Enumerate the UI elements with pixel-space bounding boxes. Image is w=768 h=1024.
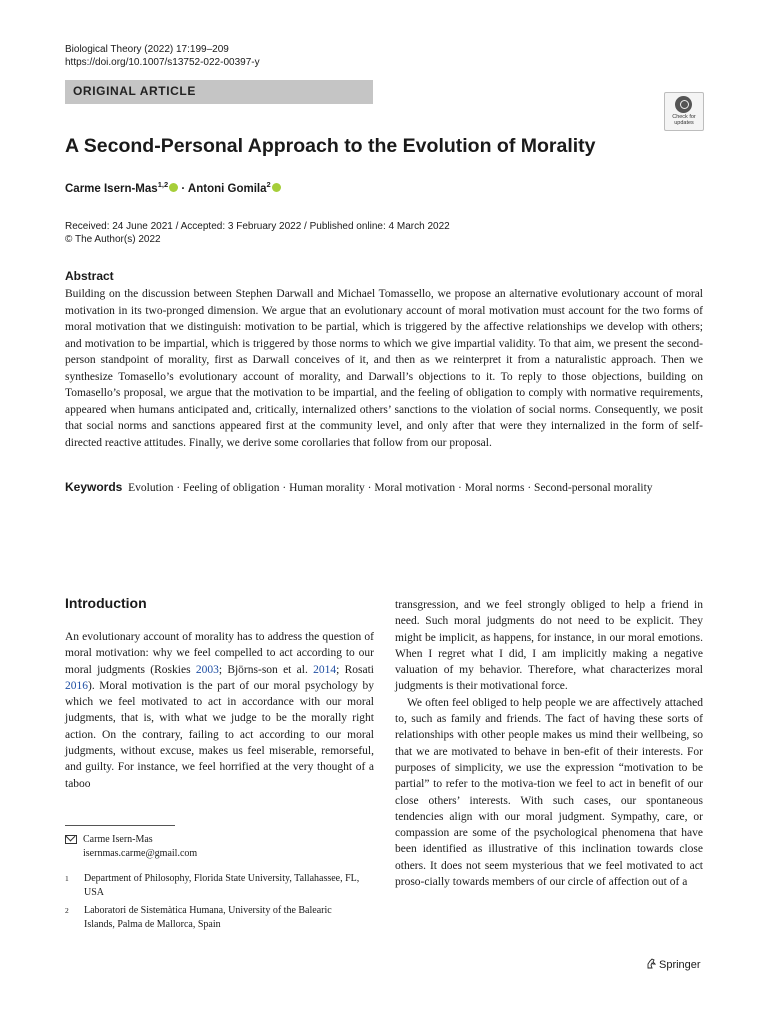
badge-text-2: updates [674, 120, 694, 126]
publisher-name: Springer [659, 959, 701, 971]
affiliation-text: Department of Philosophy, Florida State University, Tallahassee, FL, USA [84, 873, 360, 898]
journal-citation: Biological Theory (2022) 17:199–209 [65, 44, 229, 55]
springer-horse-icon [646, 958, 656, 969]
intro-left-column: An evolutionary account of morality has to address the question of moral motivation: why we feel compelled to act according to our moral judgments (Roskies 2003; Björns-son et al. 2014; Rosati 2016). Moral motivation is the part of our moral psychology by which we feel motivated to act in accordance with our moral judgments, that is, with what we judge to be the morally right action. On the contrary, failing to act according to our moral judgments, without excuse, makes us feel miserable, remorseful, and guilty. For instance, we feel horrified at the very thought of a taboo [65, 631, 374, 790]
keywords-list: Evolution · Feeling of obligation · Human morality · Moral motivation · Moral norms · Second-personal morality [128, 482, 653, 494]
affiliation-number: 2 [65, 906, 69, 915]
journal-header [65, 43, 260, 69]
paragraph: We often feel obliged to help people we are affectively attached to, such as family and friends. The fact of having these sorts of relationships with other people makes us mind their wellbeing, so that we are motivated to behave in ben-efit of their interests. For purposes of simplicity, we use the expression “motivation to be partial” to refer to the motiva-tion we feel to act in benefit of our close others’ interests. With such cases, our spontaneous tendencies align with our moral judgment. Sympathy, care, or compassion are some of the psychological phenomena that have been identified as illustrative of this inclination towards close others. It does not seem mysterious that we feel motivated to act proso-cially towards members of our circle of affection out of a [395, 696, 703, 889]
footnote-divider [65, 825, 175, 826]
author-name[interactable]: Carme Isern-Mas [65, 182, 158, 195]
author-affiliation-sup: 2 [266, 180, 271, 189]
citation-link[interactable]: 2003 [195, 663, 219, 676]
badge-text-1: Check for [672, 114, 696, 120]
publication-dates [65, 220, 450, 246]
doi-link[interactable]: https://doi.org/10.1007/s13752-022-00397-y [65, 57, 260, 68]
check-updates-icon [675, 96, 692, 113]
envelope-icon [65, 835, 77, 844]
check-for-updates-badge[interactable] [664, 92, 704, 131]
orcid-icon[interactable] [272, 183, 281, 192]
article-title: A Second-Personal Approach to the Evolution of Morality [65, 135, 596, 157]
author-list [65, 180, 281, 195]
article-type-label: ORIGINAL ARTICLE [73, 84, 196, 98]
section-heading-introduction: Introduction [65, 595, 147, 611]
author-name[interactable]: Antoni Gomila [187, 182, 267, 195]
affiliation-text: Laboratori de Sistemàtica Humana, University of the Balearic Islands, Palma de Mallorca, Spain [84, 905, 332, 930]
paragraph: transgression, and we feel strongly obliged to help a friend in need. Such moral judgments do not need to be explicit. They might be implicit, as happens, for instance, in our moral emotions. When I regret what I did, I am implicitly making a negative valuation of my behavior. Therefore, what characterizes moral judgments is their motivational force. [395, 599, 703, 693]
contact-name: Carme Isern-Mas [83, 834, 153, 845]
author-affiliation-sup: 1,2 [157, 180, 169, 189]
publisher-logo [646, 958, 701, 971]
intro-right-column [395, 597, 703, 890]
citation-link[interactable]: 2014 [313, 663, 337, 676]
copyright-line: © The Author(s) 2022 [65, 234, 161, 245]
keywords-block [65, 479, 703, 497]
contact-email[interactable]: isernmas.carme@gmail.com [83, 847, 198, 859]
history-dates: Received: 24 June 2021 / Accepted: 3 February 2022 / Published online: 4 March 2022 [65, 221, 450, 232]
orcid-icon[interactable] [169, 183, 178, 192]
abstract-body: Building on the discussion between Stephen Darwall and Michael Tomassello, we propose an alternative evolutionary account of moral motivation in its two-pronged dimension. We argue that an evolutionary account of moral motivation must account for the two forms of moral motivation that we distinguish: motivation to be partial, which is triggered by the affective relationships we develop with others; and motivation to be impartial, which is triggered by those norms to which we give impartial validity. To that aim, we present the second-person standpoint of morality, first as Darwall conceives of it, and then as we reinterpret it from a naturalistic approach. Then we synthesize Tomasello’s evolutionary account of morality, and Darwall’s objections to it. To reply to those objections, building on Tomasello’s proposal, we argue that the motivation to be impartial, and the feeling of obligation to comply with normative requirements, appeared when humans anticipated and, critically, internalized others’ sanctions to the violation of social norms. Consequently, we posit that social norms and sanctions appeared first at the community level, and only after that were they internalized in the form of self-directed reactive attitudes. Finally, we derive some corollaries that follow from our proposal. [65, 288, 703, 449]
article-type-banner [65, 80, 373, 104]
keywords-heading: Keywords [65, 480, 123, 494]
abstract-heading: Abstract [65, 269, 114, 283]
citation-link[interactable]: 2016 [65, 679, 88, 692]
affiliation-number: 1 [65, 874, 69, 883]
author-separator: · [178, 182, 188, 195]
